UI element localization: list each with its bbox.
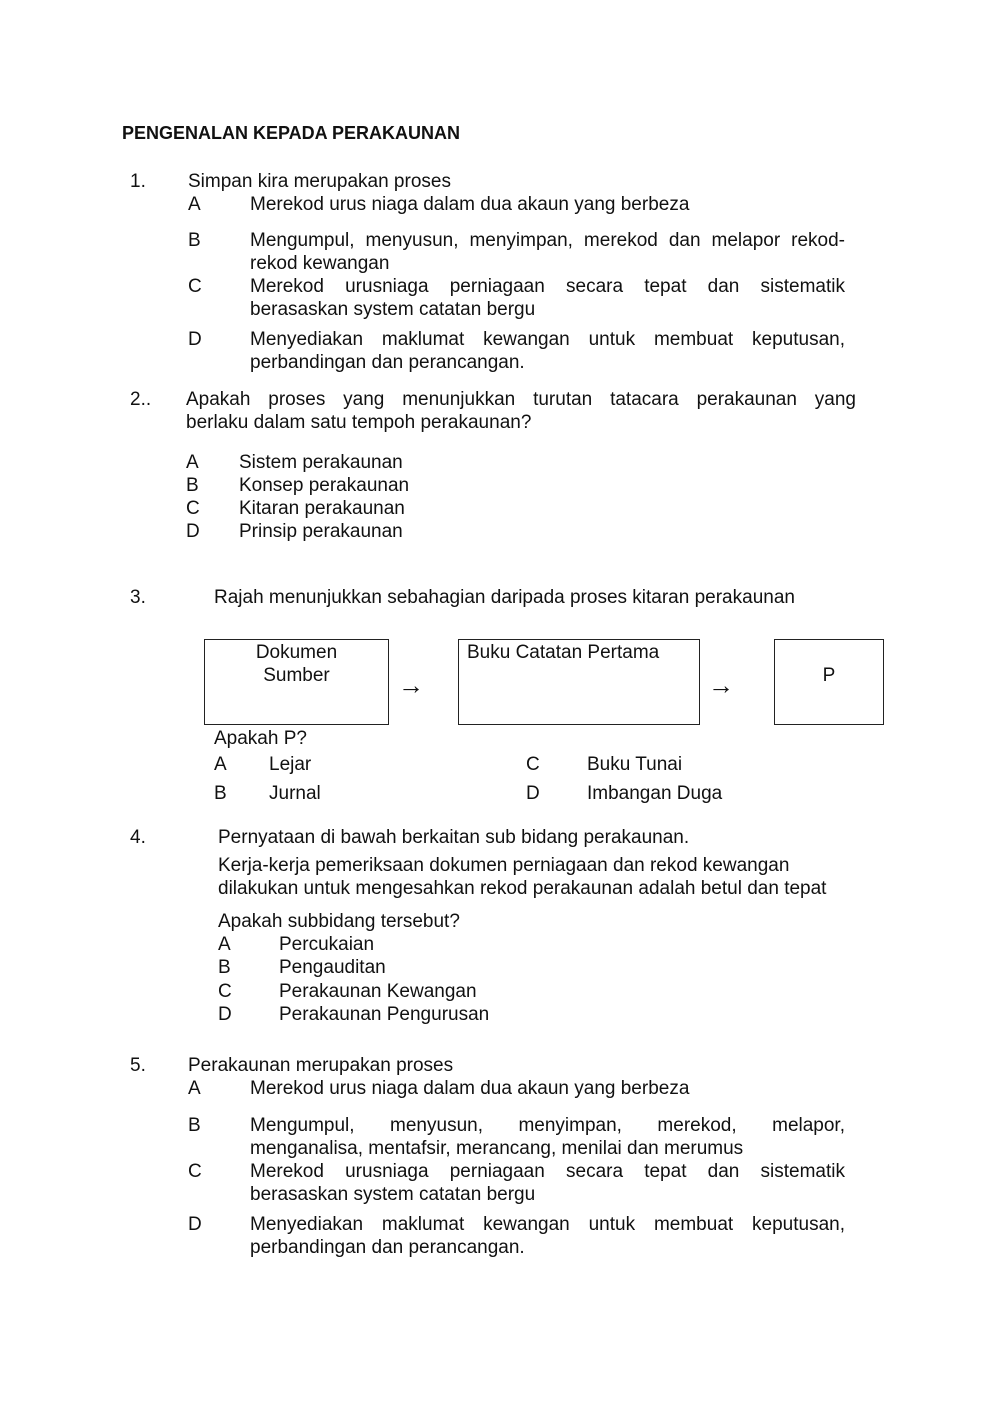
question-stem-continued: berlaku dalam satu tempoh perakaunan? xyxy=(186,412,532,433)
question-number: 3. xyxy=(130,587,146,608)
option-text-continued[interactable]: menganalisa, mentafsir, merancang, menilai dan merumus xyxy=(250,1138,744,1159)
question-number: 1. xyxy=(130,171,146,192)
option-text-continued[interactable]: berasaskan system catatan bergu xyxy=(250,1184,536,1205)
statement-text-continued: dilakukan untuk mengesahkan rekod perakaunan adalah betul dan tepat xyxy=(218,878,827,899)
diagram-box-label: P xyxy=(822,665,836,686)
diagram-box-label: Dokumen xyxy=(255,642,338,663)
option-letter[interactable]: A xyxy=(218,934,231,955)
diagram-box-label: Buku Catatan Pertama xyxy=(467,642,660,663)
option-letter[interactable]: D xyxy=(186,521,200,542)
option-letter[interactable]: C xyxy=(188,276,202,297)
option-letter[interactable]: B xyxy=(186,475,199,496)
question-prompt: Apakah P? xyxy=(214,728,307,749)
option-text[interactable]: Lejar xyxy=(269,754,312,775)
option-text[interactable]: Mengumpul, menyusun, menyimpan, merekod dan melapor rekod- xyxy=(250,230,845,251)
question-number: 5. xyxy=(130,1055,146,1076)
option-letter[interactable]: A xyxy=(188,194,201,215)
option-letter[interactable]: D xyxy=(188,329,202,350)
option-text[interactable]: Merekod urus niaga dalam dua akaun yang berbeza xyxy=(250,1078,690,1099)
option-text[interactable]: Perakaunan Kewangan xyxy=(279,981,477,1002)
diagram-box-book-of-first-entry xyxy=(458,639,700,725)
option-text[interactable]: Menyediakan maklumat kewangan untuk membuat keputusan, xyxy=(250,1214,845,1235)
arrow-right-icon: → xyxy=(708,670,734,700)
page-title: PENGENALAN KEPADA PERAKAUNAN xyxy=(122,123,461,143)
option-letter[interactable]: D xyxy=(218,1004,232,1025)
question-prompt: Apakah subbidang tersebut? xyxy=(218,911,460,932)
option-letter[interactable]: B xyxy=(218,957,231,978)
option-text[interactable]: Buku Tunai xyxy=(587,754,683,775)
diagram-box-source-document xyxy=(204,639,389,725)
option-text-continued[interactable]: perbandingan dan perancangan. xyxy=(250,352,525,373)
option-letter[interactable]: C xyxy=(188,1161,202,1182)
question-number: 2.. xyxy=(130,389,152,410)
option-text-continued[interactable]: perbandingan dan perancangan. xyxy=(250,1237,525,1258)
option-text[interactable]: Konsep perakaunan xyxy=(239,475,410,496)
option-text[interactable]: Merekod urusniaga perniagaan secara tepat dan sistematik xyxy=(250,276,845,297)
option-text[interactable]: Kitaran perakaunan xyxy=(239,498,405,519)
option-text[interactable]: Mengumpul, menyusun, menyimpan, merekod, melapor, xyxy=(250,1115,845,1136)
option-letter[interactable]: A xyxy=(188,1078,201,1099)
diagram-box-p xyxy=(774,639,884,725)
diagram-box-label: Sumber xyxy=(263,665,330,686)
option-text[interactable]: Jurnal xyxy=(269,783,321,804)
option-text[interactable]: Merekod urusniaga perniagaan secara tepat dan sistematik xyxy=(250,1161,845,1182)
option-text[interactable]: Menyediakan maklumat kewangan untuk membuat keputusan, xyxy=(250,329,845,350)
option-letter[interactable]: A xyxy=(214,754,227,775)
option-text-continued[interactable]: rekod kewangan xyxy=(250,253,390,274)
question-stem: Simpan kira merupakan proses xyxy=(188,171,451,192)
option-text[interactable]: Pengauditan xyxy=(279,957,386,978)
option-text-continued[interactable]: berasaskan system catatan bergu xyxy=(250,299,536,320)
option-text[interactable]: Imbangan Duga xyxy=(587,783,723,804)
option-text[interactable]: Perakaunan Pengurusan xyxy=(279,1004,490,1025)
option-letter[interactable]: D xyxy=(526,783,540,804)
option-text[interactable]: Sistem perakaunan xyxy=(239,452,403,473)
option-letter[interactable]: D xyxy=(188,1214,202,1235)
option-text[interactable]: Percukaian xyxy=(279,934,375,955)
option-letter[interactable]: B xyxy=(188,230,201,251)
question-stem: Pernyataan di bawah berkaitan sub bidang perakaunan. xyxy=(218,827,690,848)
option-letter[interactable]: C xyxy=(218,981,232,1002)
option-text[interactable]: Merekod urus niaga dalam dua akaun yang berbeza xyxy=(250,194,690,215)
option-letter[interactable]: B xyxy=(188,1115,201,1136)
question-stem: Apakah proses yang menunjukkan turutan tatacara perakaunan yang xyxy=(186,389,856,410)
statement-text: Kerja-kerja pemeriksaan dokumen perniagaan dan rekod kewangan xyxy=(218,855,790,876)
option-text[interactable]: Prinsip perakaunan xyxy=(239,521,403,542)
question-stem: Perakaunan merupakan proses xyxy=(188,1055,454,1076)
option-letter[interactable]: B xyxy=(214,783,227,804)
option-letter[interactable]: A xyxy=(186,452,199,473)
option-letter[interactable]: C xyxy=(526,754,540,775)
option-letter[interactable]: C xyxy=(186,498,200,519)
arrow-right-icon: → xyxy=(398,670,424,700)
question-number: 4. xyxy=(130,827,146,848)
question-stem: Rajah menunjukkan sebahagian daripada proses kitaran perakaunan xyxy=(214,587,795,608)
